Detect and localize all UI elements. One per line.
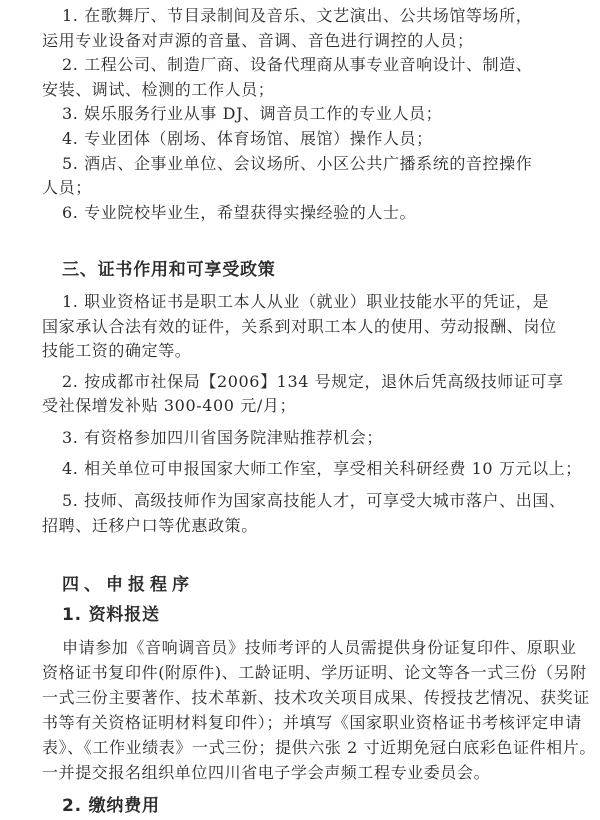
list-item-3: 3. 娱乐服务行业从事 DJ、调音员工作的专业人员； bbox=[62, 104, 443, 123]
section-3-para-3: 3. 有资格参加四川省国务院津贴推荐机会； bbox=[62, 428, 383, 447]
list-item-1-line-2: 运用专业设备对声源的音量、音调、音色进行调控的人员； bbox=[42, 31, 474, 50]
section-4-heading: 四、申报程序 bbox=[62, 575, 194, 595]
section-3-para-1-line-1: 1. 职业资格证书是职工本人从业（就业）职业技能水平的凭证，是 bbox=[62, 292, 549, 311]
section-3-para-2-line-2: 受社保增发补贴 300-400 元/月； bbox=[42, 396, 297, 415]
section-3-heading: 三、证书作用和可享受政策 bbox=[62, 260, 276, 280]
list-item-2-line-2: 安装、调试、检测的工作人员； bbox=[42, 80, 275, 99]
section-4-para-line-5: 表》、《工作业绩表》一式三份；提供六张 2 寸近期免冠白底彩色证件相片。 bbox=[42, 738, 596, 757]
list-item-4: 4. 专业团体（剧场、体育场馆、展馆）操作人员； bbox=[62, 129, 433, 148]
section-3-para-4: 4. 相关单位可申报国家大师工作室，享受相关科研经费 10 万元以上； bbox=[62, 459, 582, 478]
section-4-subheading-1: 1. 资料报送 bbox=[62, 605, 160, 625]
list-item-2-line-1: 2. 工程公司、制造厂商、设备代理商从事专业音响设计、制造、 bbox=[62, 55, 533, 74]
section-3-para-1-line-2: 国家承认合法有效的证件，关系到对职工本人的使用、劳动报酬、岗位 bbox=[42, 317, 557, 336]
section-4-para-line-1: 申请参加《音响调音员》技师考评的人员需提供身份证复印件、原职业 bbox=[62, 638, 577, 657]
section-4-para-line-4: 书等有关资格证明材料复印件）；并填写《国家职业资格证书考核评定申请 bbox=[42, 713, 582, 732]
list-item-6: 6. 专业院校毕业生，希望获得实操经验的人士。 bbox=[62, 203, 417, 222]
section-3-para-5-line-1: 5. 技师、高级技师作为国家高技能人才，可享受大城市落户、出国、 bbox=[62, 491, 566, 510]
section-4-para-line-6: 一并提交报名组织单位四川省电子学会声频工程专业委员会。 bbox=[42, 763, 491, 782]
section-4-subheading-2: 2. 缴纳费用 bbox=[62, 796, 160, 816]
list-item-1-line-1: 1. 在歌舞厅、节目录制间及音乐、文艺演出、公共场馆等场所， bbox=[62, 6, 533, 25]
section-3-para-1-line-3: 技能工资的确定等。 bbox=[42, 341, 192, 360]
section-4-para-line-3: 一式三份主要著作、技术革新、技术攻关项目成果、传授技艺情况、获奖证 bbox=[42, 688, 590, 707]
list-item-5-line-2: 人员； bbox=[42, 178, 92, 197]
section-4-para-line-2: 资格证书复印件(附原件)、工龄证明、学历证明、论文等各一式三份（另附 bbox=[42, 663, 587, 682]
section-3-para-5-line-2: 招聘、迁移户口等优惠政策。 bbox=[42, 516, 258, 535]
section-3-para-2-line-1: 2. 按成都市社保局【2006】134 号规定，退休后凭高级技师证可享 bbox=[62, 372, 564, 391]
list-item-5-line-1: 5. 酒店、企事业单位、会议场所、小区公共广播系统的音控操作 bbox=[62, 154, 533, 173]
